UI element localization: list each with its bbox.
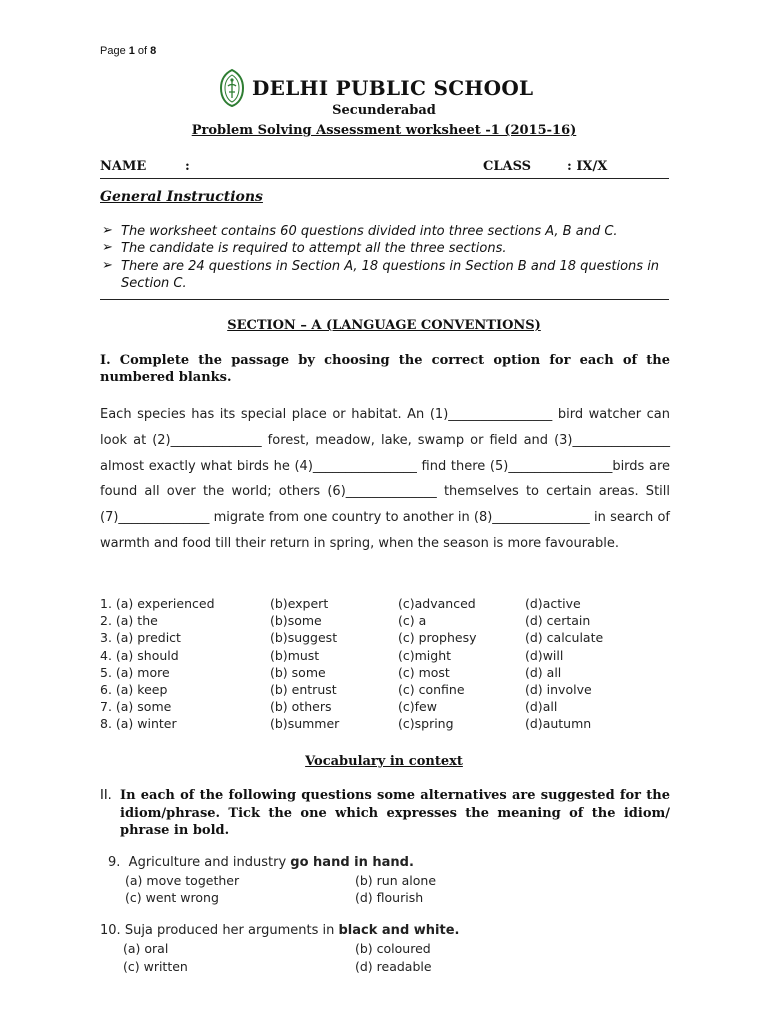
option-item[interactable]: (b) entrust [270, 682, 337, 697]
question-9 [108, 855, 414, 870]
option-row-first[interactable]: 1. (a) experienced [100, 596, 215, 611]
option-item[interactable]: (d) certain [525, 613, 591, 629]
option-row-first[interactable]: 6. (a) keep [100, 682, 168, 697]
question-text: Suja produced her arguments in [124, 923, 339, 938]
page-number-current: 1 [128, 45, 135, 57]
question-number: 10. [100, 923, 121, 938]
instruction-item: The worksheet contains 60 questions divided into three sections A, B and C. [121, 224, 618, 239]
option-item[interactable]: (c) prophesy [398, 630, 477, 646]
instructions-divider [100, 299, 669, 300]
option-item[interactable]: (b) run alone [355, 873, 437, 888]
cloze-passage: Each species has its special place or habitat. An (1)________________ bird watcher can look at (2)______________ forest, meadow, lake, swamp or field and (3)_______________ almost exactly what birds he (4)________________ find there (5)________________birds are found all over the world; others (6)______________ themselves to certain areas. Still (7)______________ migrate from one country to another in (8)_______________ in search of warmth and food till their return in spring, when the season is more favourable. [100, 407, 670, 551]
page-number-of: of [134, 45, 151, 57]
class-value: : IX/X [567, 159, 608, 174]
question-idiom: black and white. [338, 923, 460, 938]
name-colon: : [185, 159, 190, 174]
option-item[interactable]: (c)few [398, 699, 437, 715]
option-item[interactable]: (b) coloured [355, 941, 431, 956]
option-row-first[interactable]: 2. (a) the [100, 613, 158, 629]
question-2-text: In each of the following questions some alternatives are suggested for the idiom/phrase. Tick the one which expresses the meaning of the idiom/ phrase in bold. [120, 788, 670, 838]
dps-lamp-emblem-icon [218, 68, 246, 108]
question-2-roman: II. [100, 788, 112, 803]
option-item[interactable]: (c) a [398, 613, 427, 629]
option-item[interactable]: (b)some [270, 613, 322, 629]
page-number-prefix: Page [100, 45, 129, 57]
option-item[interactable]: (c) most [398, 664, 450, 680]
question-number: 9. [108, 855, 121, 870]
instruction-item: There are 24 questions in Section A, 18 questions in Section B and 18 questions in Section C. [121, 259, 660, 291]
option-item[interactable]: (b) others [270, 699, 332, 715]
option-item[interactable]: (d)autumn [525, 716, 592, 732]
option-item[interactable]: (c) confine [398, 682, 465, 697]
option-item[interactable]: (d)all [525, 699, 558, 715]
instructions-heading: General Instructions [100, 189, 263, 205]
section-a-title: SECTION – A (LANGUAGE CONVENTIONS) [227, 318, 541, 333]
option-row-first[interactable]: 8. (a) winter [100, 716, 177, 732]
school-name: DELHI PUBLIC SCHOOL [252, 76, 534, 100]
option-item[interactable]: (c) written [123, 959, 188, 974]
instruction-item: The candidate is required to attempt all the three sections. [121, 241, 507, 256]
question-10 [100, 923, 459, 938]
option-item[interactable]: (b)expert [270, 596, 329, 611]
option-item[interactable]: (a) move together [125, 873, 240, 888]
option-item[interactable]: (d)will [525, 647, 564, 663]
name-divider [100, 178, 669, 179]
question-idiom: go hand in hand. [290, 855, 414, 870]
option-item[interactable]: (d) flourish [355, 890, 424, 905]
option-item[interactable]: (d) all [525, 664, 562, 680]
option-item[interactable]: (b)must [270, 647, 320, 663]
school-city: Secunderabad [332, 103, 436, 118]
option-item[interactable]: (c)might [398, 647, 452, 663]
question-text: Agriculture and industry [128, 855, 291, 870]
option-item[interactable]: (c)spring [398, 716, 454, 732]
option-item[interactable]: (d) readable [355, 959, 432, 974]
page-number-total: 8 [150, 45, 157, 57]
option-item[interactable]: (d) involve [525, 682, 592, 697]
option-row-first[interactable]: 4. (a) should [100, 647, 179, 663]
worksheet-title: Problem Solving Assessment worksheet -1 (2015-16) [191, 123, 577, 138]
option-item[interactable]: (b) some [270, 664, 326, 680]
option-item[interactable]: (c)advanced [398, 596, 476, 611]
option-item[interactable]: (c) went wrong [125, 890, 219, 905]
option-item[interactable]: (d) calculate [525, 630, 604, 646]
bullet-arrow-icon: ➢ [102, 223, 113, 238]
bullet-arrow-icon: ➢ [102, 258, 113, 273]
option-item[interactable]: (b)suggest [270, 630, 338, 646]
name-label: NAME [100, 159, 147, 174]
option-row-first[interactable]: 3. (a) predict [100, 630, 181, 646]
option-item[interactable]: (d)active [525, 596, 581, 611]
option-item[interactable]: (b)summer [270, 716, 340, 732]
option-row-first[interactable]: 7. (a) some [100, 699, 172, 715]
option-item[interactable]: (a) oral [123, 941, 169, 956]
class-label: CLASS [483, 159, 532, 174]
vocabulary-title: Vocabulary in context [305, 754, 463, 769]
option-row-first[interactable]: 5. (a) more [100, 664, 170, 680]
question-1-instruction: I. Complete the passage by choosing the correct option for each of the numbered blanks. [100, 353, 670, 385]
page-number [100, 45, 156, 57]
bullet-arrow-icon: ➢ [102, 240, 113, 255]
